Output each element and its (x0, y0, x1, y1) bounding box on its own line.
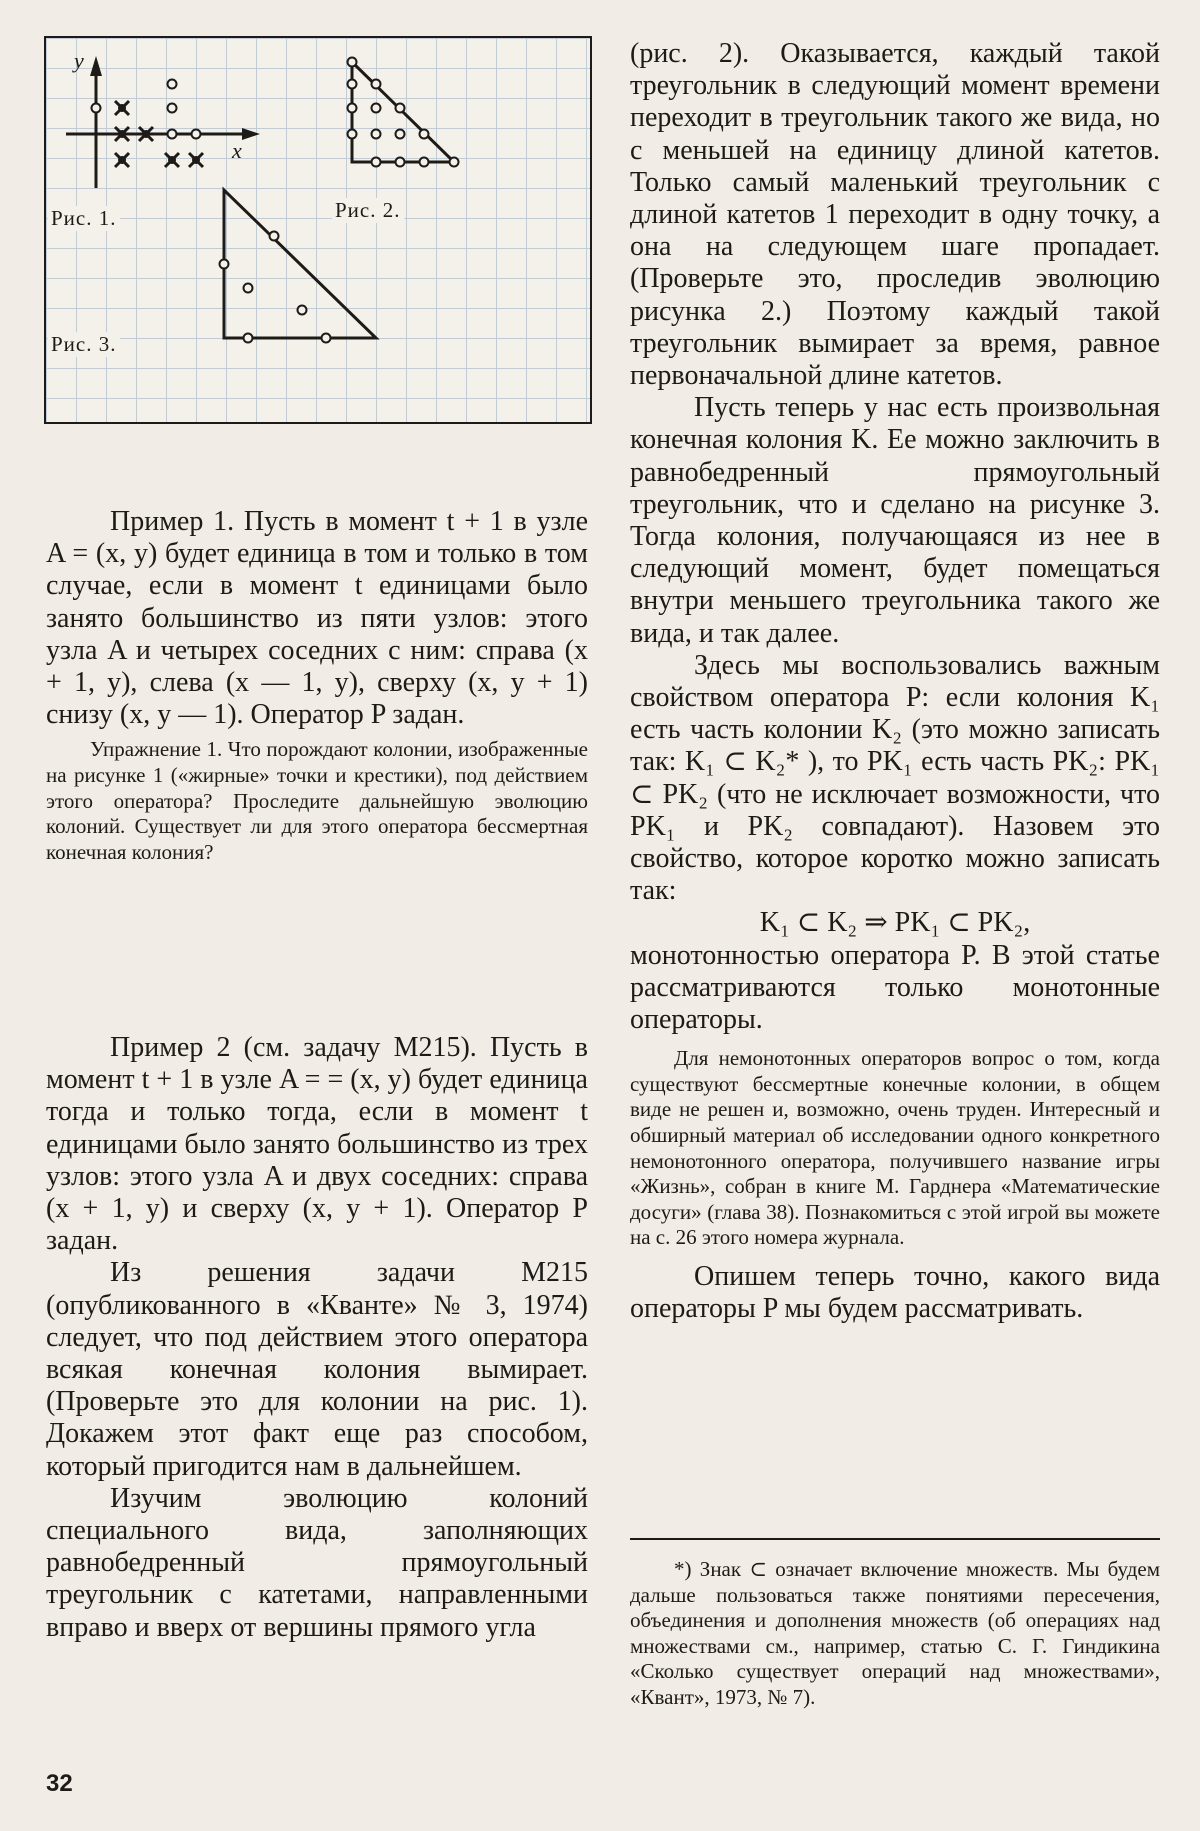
left-column-lower (46, 1032, 588, 1644)
fig2-dot (450, 158, 459, 167)
fig1-dot (168, 130, 177, 139)
fig1-cross (189, 153, 203, 167)
fig3-dot (298, 306, 307, 315)
monotone-property-paragraph: Здесь мы воспользовались важным свойством оператора P: если колония K₁ есть часть колонии K₂ (это можно записать так: K₁ ⊂ K₂* ), то PK₁ есть часть PK₂: PK₁ ⊂ PK₂ (что не исключает возможности, что PK₁ и PK₂ совпадают). Назовем это свойство, которое коротко можно записать так: (630, 649, 1160, 907)
fig3-dot (244, 284, 253, 293)
fig3-dot (322, 334, 331, 343)
arbitrary-colony-paragraph: Пусть теперь у нас есть произвольная конечная колония K. Ее можно заключить в равнобедренный прямоугольный треугольник, что и сделано на рисунке 3. Тогда колония, получающаяся из нее в следующий момент, будет помещаться внутри меньшего треугольника такого же вида, и так далее. (630, 392, 1160, 649)
example-1-paragraph: Пример 1. Пусть в момент t + 1 в узле A = (x, y) будет единица в том и только в том случае, если в момент t единицами было занято большинство из пяти узлов: этого узла A и четырех соседних с ним: справа (x + 1, y), слева (x — 1, y), сверху (x, y + 1) снизу (x, y — 1). Оператор P задан. (46, 506, 588, 731)
fig1-caption: Рис. 1. (48, 206, 120, 231)
page-number: 32 (46, 1770, 73, 1797)
axis-x-label: x (232, 138, 242, 163)
fig2-dot (372, 104, 381, 113)
fig2-dot (372, 130, 381, 139)
fig2-caption: Рис. 2. (332, 198, 404, 223)
fig2-dot (396, 104, 405, 113)
fig1-dot (192, 130, 201, 139)
fig3-caption: Рис. 3. (48, 332, 120, 357)
fig1-dot (168, 104, 177, 113)
fig2-explanation-paragraph: (рис. 2). Оказывается, каждый такой треугольник в следующий момент времени переходит в треугольник такого же вида, но с меньшей на единицу длиной катетов. Только самый маленький треугольник с длиной катетов 1 переходит в одну точку, а она на следующем шаге пропадает. (Проверьте это, проследив эволюцию рисунка 2.) Поэтому каждый такой треугольник вымирает за время, равное первоначальной длине катетов. (630, 38, 1160, 392)
footnote-divider (630, 1538, 1160, 1540)
m215-solution-paragraph: Из решения задачи М215 (опубликованного в «Кванте» № 3, 1974) следует, что под действием этого оператора всякая конечная колония вымирает. (Проверьте это для колонии на рис. 1). Докажем этот факт еще раз способом, который пригодится нам в дальнейшем. (46, 1257, 588, 1482)
fig3-dot (220, 260, 229, 269)
fig1-cross (115, 153, 129, 167)
fig2-dot (348, 130, 357, 139)
right-column (630, 38, 1160, 1325)
fig1-cross (165, 153, 179, 167)
fig2-dot (348, 104, 357, 113)
fig1-cross (115, 101, 129, 115)
fig2-dot (348, 80, 357, 89)
fig1-dot (92, 104, 101, 113)
operators-intro-paragraph: Опишем теперь точно, какого вида операторы P мы будем рассматривать. (630, 1261, 1160, 1325)
figure-drawing (46, 38, 592, 424)
fig2-dot (420, 130, 429, 139)
footnote (630, 1557, 1160, 1711)
monotonicity-formula: K₁ ⊂ K₂ ⇒ PK₁ ⊂ PK₂, (759, 907, 1031, 939)
left-column (46, 506, 588, 865)
fig2-dot (396, 130, 405, 139)
example-2-paragraph: Пример 2 (см. задачу М215). Пусть в момент t + 1 в узле A = = (x, y) будет единица тогда и только тогда, если в момент t единицами было занято большинство из трех узлов: этого узла A и двух соседних: справа (x + 1, y) и сверху (x, y + 1). Оператор P задан. (46, 1032, 588, 1257)
non-monotone-note: Для немонотонных операторов вопрос о том, когда существуют бессмертные конечные колонии, в общем виде не решен и, возможно, очень труден. Интересный и обширный материал об исследовании одного конкретного немонотонного оператора, получившего название игры «Жизнь», собран в книге М. Гарднера «Математические досуги» (глава 38). Познакомиться с этой игрой вы можете на с. 26 этого номера журнала. (630, 1046, 1160, 1250)
fig2-dot (420, 158, 429, 167)
fig1-dot (168, 80, 177, 89)
fig2-dot (396, 158, 405, 167)
fig1-colony (92, 80, 204, 168)
figure-panel (44, 36, 592, 424)
axis-y-label: y (74, 48, 84, 73)
monotone-definition-paragraph: монотонностью оператора P. В этой статье рассматриваются только монотонные операторы. (630, 939, 1160, 1036)
triangle-evolution-paragraph: Изучим эволюцию колоний специального вида, заполняющих равнобедренный прямоугольный треугольник с катетами, направленными вправо и вверх от вершины прямого угла (46, 1482, 588, 1643)
fig2-dot (372, 80, 381, 89)
fig2-dot (348, 58, 357, 67)
exercise-1-paragraph: Упражнение 1. Что порождают колонии, изображенные на рисунке 1 («жирные» точки и крестики), под действием этого оператора? Проследите дальнейшую эволюцию колоний. Существует ли для этого оператора бессмертная конечная колония? (46, 737, 588, 864)
fig3-dot (244, 334, 253, 343)
footnote-text: *) Знак ⊂ означает включение множеств. Мы будем дальше пользоваться также понятиями пересечения, объединения и дополнения множеств (об операциях над множествами см., например, статью С. Г. Гиндикина «Сколько существует операций над множествами», «Квант», 1973, № 7). (630, 1557, 1160, 1709)
fig3-dot (270, 232, 279, 241)
fig2-dot (372, 158, 381, 167)
fig1-axes (66, 56, 260, 188)
fig3-colony (220, 232, 331, 343)
